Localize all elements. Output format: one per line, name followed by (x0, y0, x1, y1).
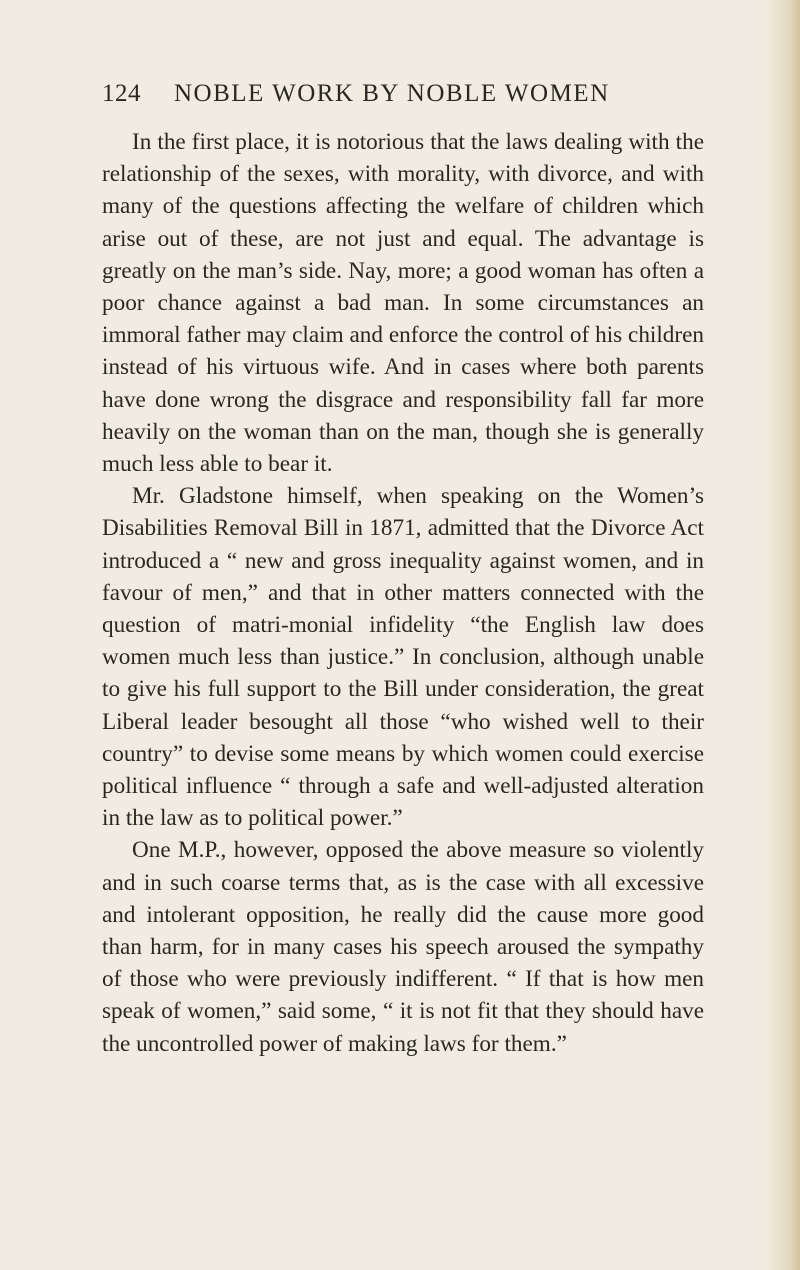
paragraph-2: Mr. Gladstone himself, when speaking on the Women’s Disabilities Removal Bill in 1871, admitted that the Divorce Act introduced a “ new and gross inequality against women, and in favour of men,” and that in other matters connected with the question of matri-monial infidelity “the English law does women much less than justice.” In conclusion, although unable to give his full support to the Bill under consideration, the great Liberal leader besought all those “who wished well to their country” to devise some means by which women could exercise political influence “ through a safe and well-adjusted alteration in the law as to political power.” (102, 483, 704, 832)
body-text (102, 126, 704, 1060)
paragraph-3: One M.P., however, opposed the above measure so violently and in such coarse terms that, as is the case with all excessive and intolerant opposition, he really did the cause more good than harm, for in many cases his speech aroused the sympathy of those who were previously indifferent. “ If that is how men speak of women,” said some, “ it is not fit that they should have the uncontrolled power of making laws for them.” (102, 837, 704, 1057)
running-title: NOBLE WORK BY NOBLE WOMEN (174, 80, 610, 107)
page-header (0, 80, 800, 120)
paragraph-1: In the first place, it is notorious that the laws dealing with the relationship of the sexes, with morality, with divorce, and with many of the questions affecting the welfare of children which arise out of these, are not just and equal. The advantage is greatly on the man’s side. Nay, more; a good woman has often a poor chance against a bad man. In some circumstances an immoral father may claim and enforce the control of his children instead of his virtuous wife. And in cases where both parents have done wrong the disgrace and responsibility fall far more heavily on the woman than on the man, though she is generally much less able to bear it. (102, 129, 704, 478)
page-edge-shading (766, 0, 800, 1270)
page-number: 124 (102, 80, 141, 107)
